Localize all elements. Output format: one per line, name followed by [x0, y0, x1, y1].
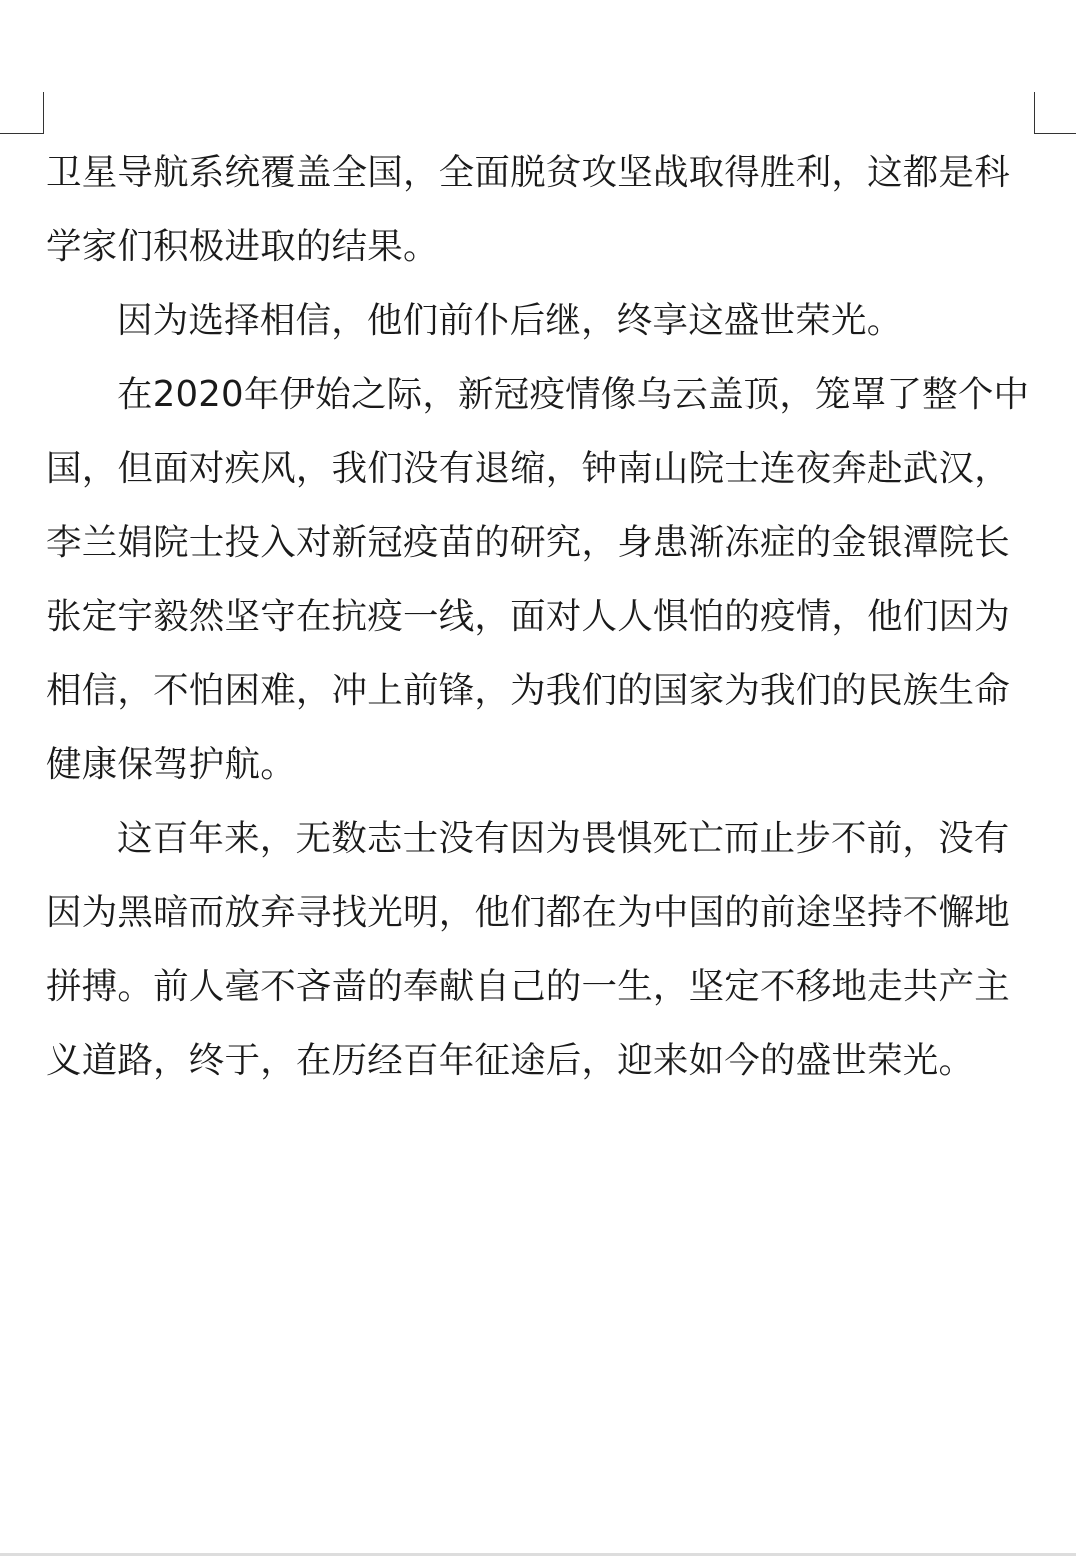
- text-line: 拼搏。前人毫不吝啬的奉献自己的一生，坚定不移地走共产主: [46, 966, 1010, 1007]
- text-line: 因为选择相信，他们前仆后继，终享这盛世荣光。: [117, 300, 903, 341]
- page-corner-mark-top-right: [1034, 92, 1076, 134]
- page-corner-mark-top-left: [0, 92, 44, 134]
- text-line: 学家们积极进取的结果。: [46, 226, 439, 267]
- text-line: 在2020年伊始之际，新冠疫情像乌云盖顶，笼罩了整个中: [117, 374, 1030, 415]
- text-line: 卫星导航系统覆盖全国，全面脱贫攻坚战取得胜利，这都是科: [46, 152, 1010, 193]
- paragraph: [46, 136, 1030, 284]
- document-body: [46, 136, 1030, 1098]
- text-line: 因为黑暗而放弃寻找光明，他们都在为中国的前途坚持不懈地: [46, 892, 1010, 933]
- paragraph: [46, 284, 1030, 358]
- text-line: 相信，不怕困难，冲上前锋，为我们的国家为我们的民族生命: [46, 670, 1010, 711]
- paragraph: [46, 802, 1030, 1098]
- text-line: 这百年来，无数志士没有因为畏惧死亡而止步不前，没有: [117, 818, 1010, 859]
- text-line: 健康保驾护航。: [46, 744, 296, 785]
- text-line: 张定宇毅然坚守在抗疫一线，面对人人惧怕的疫情，他们因为: [46, 596, 1010, 637]
- text-line: 国，但面对疾风，我们没有退缩，钟南山院士连夜奔赴武汉，: [46, 448, 1010, 489]
- text-line: 李兰娟院士投入对新冠疫苗的研究，身患渐冻症的金银潭院长: [46, 522, 1010, 563]
- paragraph: [46, 358, 1030, 802]
- text-line: 义道路，终于，在历经百年征途后，迎来如今的盛世荣光。: [46, 1040, 975, 1081]
